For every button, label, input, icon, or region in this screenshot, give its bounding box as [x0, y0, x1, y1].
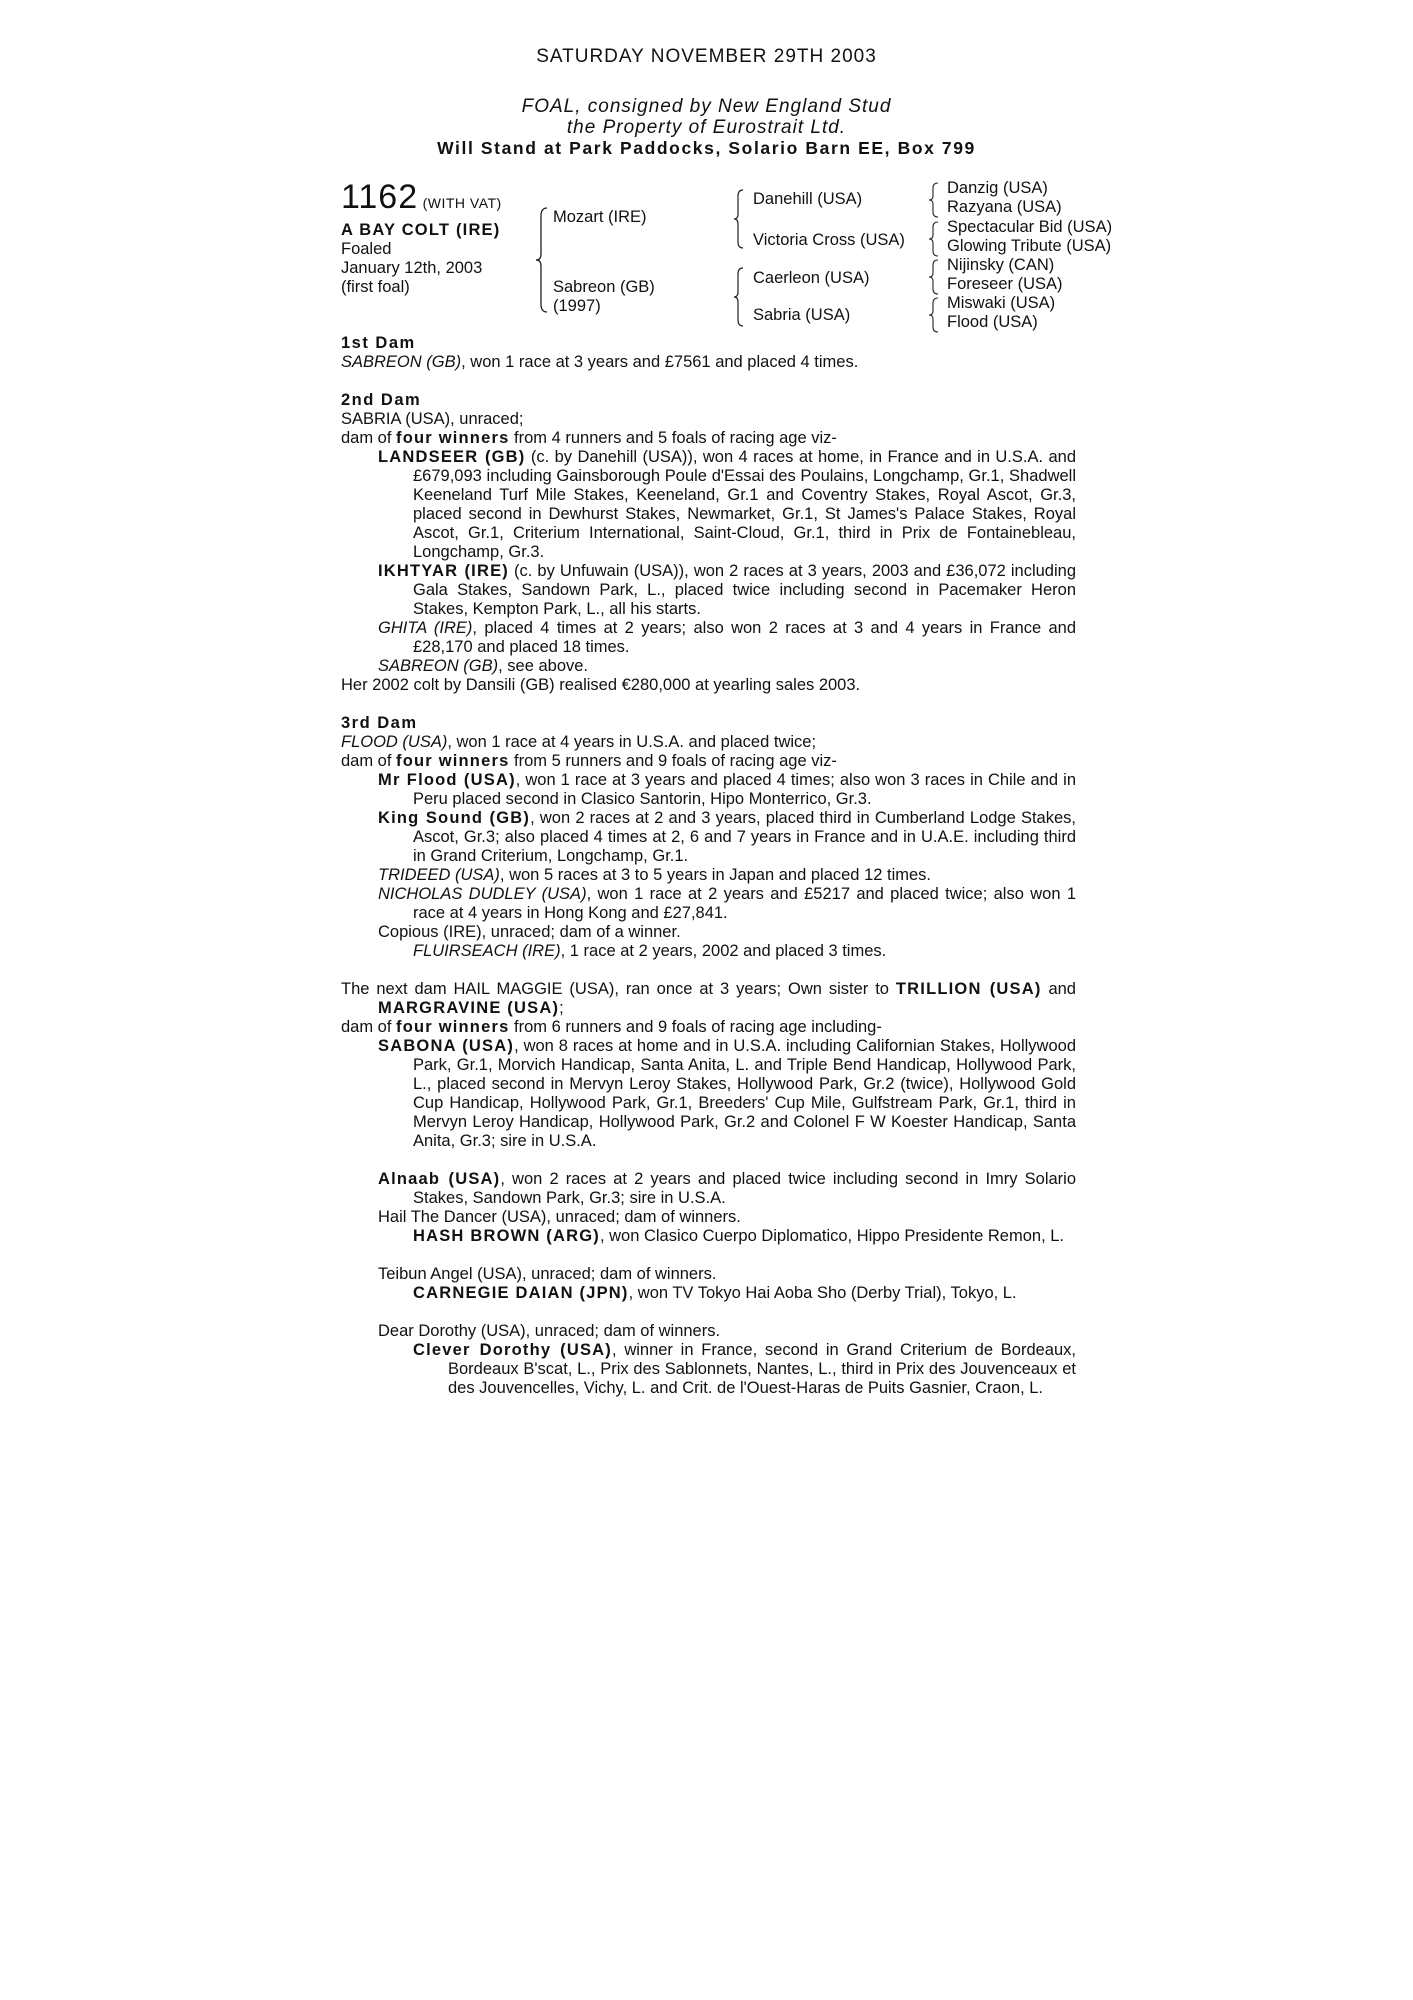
dam-year: (1997) — [553, 297, 601, 315]
dam-dam: Sabria (USA) — [753, 306, 851, 324]
progeny-clever-dorothy: Clever Dorothy (USA), winner in France, second in Grand Criterium de Bordeaux, Bordeaux B'scat, L., Prix des Sablonnets, Nantes, L., third in Prix des Jouvenceaux et des Jouvencelles, Vichy, L. and Crit. de l'Ouest-Haras de Puits Gasnier, Craon, L. — [413, 1341, 1076, 1397]
property-line: the Property of Eurostrait Ltd. — [566, 117, 847, 138]
dam: Sabreon (GB) — [553, 278, 655, 296]
next-dam-intro: The next dam HAIL MAGGIE (USA), ran once at 3 years; Own sister to TRILLION (USA) and MARGRAVINE (USA); — [341, 980, 1076, 1017]
progeny-nicholas-dudley: NICHOLAS DUDLEY (USA), won 1 race at 2 years and £5217 and placed twice; also won 1 race at 4 years in Hong Kong and £27,841. — [378, 885, 1076, 922]
pedigree-brace — [928, 296, 940, 334]
consignor-line: FOAL, consigned by New England Stud — [521, 96, 892, 117]
second-dam-line: SABRIA (USA), unraced; — [341, 410, 524, 428]
pedigree-brace — [733, 188, 745, 250]
first-dam-line: SABREON (GB), won 1 race at 3 years and £7561 and placed 4 times. — [341, 353, 859, 371]
grandparent-8: Flood (USA) — [947, 313, 1038, 331]
pedigree-brace — [928, 258, 940, 296]
grandparent-6: Foreseer (USA) — [947, 275, 1063, 293]
vat-note: (WITH VAT) — [422, 195, 502, 211]
progeny-sabona: SABONA (USA), won 8 races at home and in U.S.A. including Californian Stakes, Hollywood Park, Gr.1, Morvich Handicap, Santa Anita, L. and Triple Bend Handicap, Hollywood Park, L., placed second in Mervyn Leroy Stakes, Hollywood Park, Gr.2 (twice), Hollywood Gold Cup Handicap, Hollywood Park, Gr.1, Breeders' Cup Mile, Gulfstream Park, Gr.1, third in Mervyn Leroy Handicap, Hollywood Park, Gr.2 and Colonel F W Koester Handicap, Santa Anita, Gr.3; sire in U.S.A. — [378, 1037, 1076, 1150]
lot-description: A BAY COLT (IRE) — [341, 221, 501, 239]
second-dam-produce: dam of four winners from 4 runners and 5 foals of racing age viz- — [341, 429, 837, 447]
next-dam-produce: dam of four winners from 6 runners and 9 foals of racing age including- — [341, 1018, 882, 1036]
progeny-hash-brown: HASH BROWN (ARG), won Clasico Cuerpo Diplomatico, Hippo Presidente Remon, L. — [413, 1227, 1064, 1245]
progeny-copious: Copious (IRE), unraced; dam of a winner. — [378, 923, 681, 941]
progeny-dear-dorothy: Dear Dorothy (USA), unraced; dam of winners. — [378, 1322, 721, 1340]
grandparent-4: Glowing Tribute (USA) — [947, 237, 1112, 255]
sire: Mozart (IRE) — [553, 208, 647, 226]
pedigree-brace — [733, 266, 745, 328]
progeny-teibun-angel: Teibun Angel (USA), unraced; dam of winners. — [378, 1265, 717, 1283]
progeny-ghita: GHITA (IRE), placed 4 times at 2 years; also won 2 races at 3 and 4 years in France and £28,170 and placed 18 times. — [378, 619, 1076, 656]
progeny-alnaab: Alnaab (USA), won 2 races at 2 years and placed twice including second in Imry Solario Stakes, Sandown Park, Gr.3; sire in U.S.A. — [378, 1170, 1076, 1207]
lot-number: 1162 — [341, 178, 419, 216]
progeny-sabreon: SABREON (GB), see above. — [378, 657, 589, 675]
progeny-landseer: LANDSEER (GB) (c. by Danehill (USA)), won 4 races at home, in France and in U.S.A. and £679,093 including Gainsborough Poule d'Essai des Poulains, Longchamp, Gr.1, Shadwell Keeneland Turf Mile Stakes, Keeneland, Gr.1 and Coventry Stakes, Royal Ascot, Gr.3, placed second in Dewhurst Stakes, Newmarket, Gr.1, St James's Palace Stakes, Royal Ascot, Gr.1, Criterium International, Saint-Cloud, Gr.1, third in Prix de Fontainebleau, Longchamp, Gr.3. — [378, 448, 1076, 561]
lot-heading — [341, 178, 502, 217]
foaled-label: Foaled — [341, 240, 392, 258]
grandparent-7: Miswaki (USA) — [947, 294, 1056, 312]
grandparent-5: Nijinsky (CAN) — [947, 256, 1055, 274]
progeny-carnegie-daian: CARNEGIE DAIAN (JPN), won TV Tokyo Hai Aoba Sho (Derby Trial), Tokyo, L. — [413, 1284, 1017, 1302]
progeny-king-sound: King Sound (GB), won 2 races at 2 and 3 years, placed third in Cumberland Lodge Stakes, Ascot, Gr.3; also placed 4 times at 2, 6 and 7 years in France and in U.A.E. including third in Grand Criterium, Longchamp, Gr.1. — [378, 809, 1076, 865]
first-foal-note: (first foal) — [341, 278, 410, 296]
progeny-fluirseach: FLUIRSEACH (IRE), 1 race at 2 years, 2002 and placed 3 times. — [413, 942, 887, 960]
pedigree-brace — [928, 181, 940, 219]
dam-sire: Caerleon (USA) — [753, 269, 870, 287]
sire-dam: Victoria Cross (USA) — [753, 231, 905, 249]
progeny-trideed: TRIDEED (USA), won 5 races at 3 to 5 years in Japan and placed 12 times. — [378, 866, 932, 884]
progeny-ikhtyar: IKHTYAR (IRE) (c. by Unfuwain (USA)), won 2 races at 3 years, 2003 and £36,072 including Gala Stakes, Sandown Park, L., placed twice including second in Pacemaker Heron Stakes, Kempton Park, L., all his starts. — [378, 562, 1077, 618]
third-dam-produce: dam of four winners from 5 runners and 9 foals of racing age viz- — [341, 752, 837, 770]
grandparent-3: Spectacular Bid (USA) — [947, 218, 1113, 236]
pedigree-brace — [535, 206, 549, 314]
foaled-date: January 12th, 2003 — [341, 259, 483, 277]
location-line: Will Stand at Park Paddocks, Solario Barn EE, Box 799 — [437, 138, 976, 158]
progeny-hail-the-dancer: Hail The Dancer (USA), unraced; dam of winners. — [378, 1208, 741, 1226]
third-dam-heading: 3rd Dam — [341, 714, 418, 732]
second-dam-heading: 2nd Dam — [341, 391, 422, 409]
grandparent-1: Danzig (USA) — [947, 179, 1048, 197]
sire-sire: Danehill (USA) — [753, 190, 863, 208]
progeny-mr-flood: Mr Flood (USA), won 1 race at 3 years and placed 4 times; also won 3 races in Chile and in Peru placed second in Clasico Santorin, Hipo Monterrico, Gr.3. — [378, 771, 1076, 808]
colt-sale-line: Her 2002 colt by Dansili (GB) realised €280,000 at yearling sales 2003. — [341, 676, 861, 694]
pedigree-brace — [928, 220, 940, 258]
third-dam-line: FLOOD (USA), won 1 race at 4 years in U.S.A. and placed twice; — [341, 733, 817, 751]
grandparent-2: Razyana (USA) — [947, 198, 1062, 216]
first-dam-heading: 1st Dam — [341, 334, 416, 352]
sale-date: SATURDAY NOVEMBER 29TH 2003 — [536, 46, 877, 67]
